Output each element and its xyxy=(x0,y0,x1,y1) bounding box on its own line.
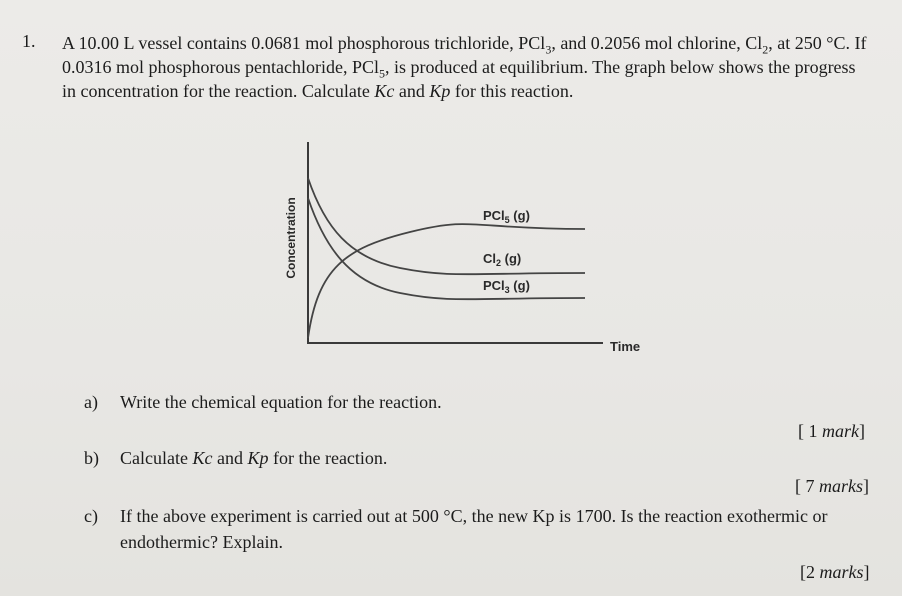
part-b-marks: [ 7 marks] xyxy=(795,476,869,496)
question-stem: A 10.00 L vessel contains 0.0681 mol phosphorous trichloride, PCl$_3$, and 0.2056 mol chlorine, $Cl_2$, at 250 °C. If 0.0316 mol phosphorous pentachloride, PCl$_5$, is produced at equilibrium. The graph below shows the progress in concentration for the reaction. Calculate Kc and Kp for this reaction. xyxy=(62,33,867,101)
y-axis-label: Concentration xyxy=(284,197,298,279)
part-c xyxy=(84,503,844,555)
series-line-cl2 xyxy=(308,178,585,274)
part-b xyxy=(84,445,844,471)
graph-svg xyxy=(270,138,670,363)
series-label-pcl5: PCl$_5$ (g) xyxy=(483,208,530,225)
part-c-marks: [2 marks] xyxy=(800,562,870,582)
concentration-time-graph xyxy=(270,138,670,368)
part-b-label: b) xyxy=(84,448,99,468)
part-a xyxy=(84,389,844,415)
part-c-text: If the above experiment is carried out at 500 °C, the new Kp is 1700. Is the reaction exothermic or endothermic? Explain. xyxy=(120,506,828,552)
part-a-text: Write the chemical equation for the reaction. xyxy=(120,392,442,412)
x-axis-label: Time xyxy=(610,339,641,354)
series-label-cl2: $Cl_2$ (g) xyxy=(483,251,522,268)
part-c-label: c) xyxy=(84,506,98,526)
part-a-marks: [ 1 mark] xyxy=(798,421,865,441)
part-a-label: a) xyxy=(84,392,98,412)
series-line-pcl5 xyxy=(308,224,585,338)
question-number: 1. xyxy=(22,31,36,51)
series-line-pcl3 xyxy=(308,198,585,299)
series-label-pcl3: PCl$_3$ (g) xyxy=(483,278,530,295)
part-b-text: Calculate Kc and Kp for the reaction. xyxy=(120,448,388,468)
